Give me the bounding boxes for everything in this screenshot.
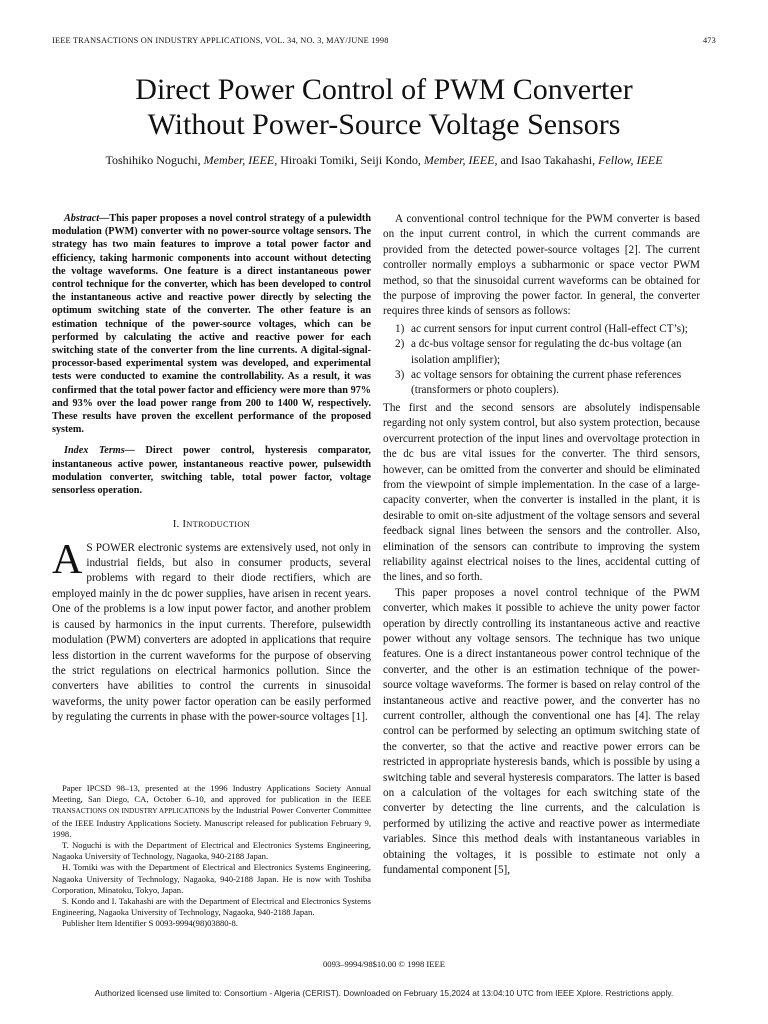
right-paragraph-1: A conventional control technique for the PWM converter is based on the input current control, in which the current commands are provided from the detected power-source voltages [2]. The current controller normally employs a subharmonic or space vector PWM method, so that the sinusoidal current waveforms can be obtained for the purpose of improving the power factor. In general, the converter requires three kinds of sensors as follows:	[383, 213, 700, 318]
page-number: 473	[702, 36, 716, 45]
footnotes	[52, 783, 371, 930]
index-terms-lead: Index Terms—	[64, 445, 135, 457]
footnote-journal-name: TRANSACTIONS ON INDUSTRY APPLICATIONS	[52, 807, 210, 816]
author-4-role: Fellow, IEEE	[598, 153, 663, 167]
list-text: ac current sensors for input current control (Hall-effect CT’s);	[411, 322, 688, 335]
author-3-role: Member, IEEE,	[423, 153, 498, 167]
footnote-author-3-4: S. Kondo and I. Takahashi are with the Department of Electrical and Electronics Systems Engineering, Nagaoka University of Technology, Nagaoka, 940-2188 Japan.	[52, 896, 371, 918]
list-text: a dc-bus voltage sensor for regulating the dc-bus voltage (an isolation amplifier);	[411, 338, 682, 366]
journal-header: IEEE TRANSACTIONS ON INDUSTRY APPLICATIONS, VOL. 34, NO. 3, MAY/JUNE 1998	[52, 36, 389, 45]
list-number: 3)	[395, 369, 405, 382]
intro-paragraph	[52, 536, 371, 726]
author-list	[0, 153, 768, 168]
abstract-lead: Abstract—	[64, 213, 110, 224]
section-title-rest: NTRODUCTION	[186, 520, 251, 530]
footnote-author-1: T. Noguchi is with the Department of Electrical and Electronics Systems Engineering, Nagaoka University of Technology, Nagaoka, 940-2188 Japan.	[52, 840, 371, 862]
license-notice: Authorized licensed use limited to: Consortium - Algeria (CERIST). Downloaded on February 15,2024 at 13:04:10 UTC from IEEE Xplore. Restrictions apply.	[94, 988, 674, 998]
section-numeral: I.	[172, 519, 180, 531]
right-paragraph-2: The first and the second sensors are absolutely indispensable regarding not only system control, but also system protection, because overcurrent protection of the input lines and overvoltage protection in the dc bus are vital issues for the converter. The third sensors, however, can be omitted from the converter and should be eliminated from the viewpoint of simple implementation. In the case of a large-capacity converter, when the converter is installed in the plant, it is desirable to omit on-site adjustment of the voltage sensors and several feedback signal lines between the sensors and the controller. Also, elimination of the sensors can contribute to improving the system reliability against electrical noises to the lines, accidental cutting of the lines, and so forth.	[383, 401, 700, 584]
list-number: 2)	[395, 338, 405, 351]
running-header	[52, 36, 716, 45]
abstract-text: This paper proposes a novel control strategy of a pulewidth modulation (PWM) converter with no power-source voltage sensors. The strategy has two main features to improve a total power factor and efficiency, taking harmonic components into account without detecting the voltage waveforms. One feature is a direct instantaneous power control technique for the converter, which has been developed to control the instantaneous active and reactive power directly by selecting the optimum switching state of the converter. The other feature is an estimation technique of the power-source voltages, which can be performed by calculating the active and reactive power for each switching state of the converter from the line currents. A digital-signal-processor-based experimental system was developed, and experimental tests were conducted to examine the controllability. As a result, it was confirmed that the total power factor and efficiency were more than 97% and 93% over the load power range from 200 to 1400 W, respectively. These results have proven the excellent performance of the proposed system.	[52, 213, 371, 436]
list-item	[383, 368, 700, 399]
footnote-publisher-id: Publisher Item Identifier S 0093-9994(98)03880-8.	[62, 918, 238, 929]
drop-cap: A	[52, 536, 83, 583]
title-line-1: Direct Power Control of PWM Converter	[135, 73, 633, 106]
sensor-list	[383, 322, 700, 399]
list-item	[383, 322, 700, 337]
left-column	[52, 212, 371, 726]
author-4: and Isao Takahashi,	[500, 153, 596, 167]
index-terms-text: Direct power control, hysteresis comparator, instantaneous active power, instantaneous reactive power, pulsewidth modulation converter, switching table, total power factor, voltage sensorless operation.	[52, 445, 371, 497]
footnote-1-pre: Paper IPCSD 98–13, presented at the 1996 Industry Applications Society Annual Meeting, San Diego, CA, October 6–10, and approved for publication in the IEEE	[52, 783, 371, 805]
footnote-author-2: H. Tomiki was with the Department of Electrical and Electronics Systems Engineering, Nagaoka University of Technology, Nagaoka, 940-2188 Japan. He is now with Toshiba Corporation, Minatoku, Tokyo, Japan.	[52, 862, 371, 895]
author-1: Toshihiko Noguchi,	[105, 153, 201, 167]
list-text: ac voltage sensors for obtaining the current phase references (transformers or photo couplers).	[411, 369, 682, 397]
intro-text: S POWER electronic systems are extensively used, not only in industrial fields, but also in consumer products, several problems with regard to their diode rectifiers, which are employed mainly in the dc power supplies, have arisen in recent years. One of the problems is a low input power factor, and another problem is caused by harmonics in the input currents. Therefore, pulsewidth modulation (PWM) converters are adopted in applications that require less distortion in the current waveforms for the purpose of observing the strict regulations on electrical harmonics pollution. Since the converters have abilities to control the currents in sinusoidal waveforms, the unity power factor operation can be easily performed by regulating the currents in phase with the power-source voltages [1].	[52, 541, 371, 724]
abstract	[52, 212, 371, 436]
list-number: 1)	[395, 322, 405, 335]
section-heading-introduction	[52, 517, 371, 532]
right-paragraph-3: This paper proposes a novel control technique of the PWM converter, which makes it possible to achieve the unity power factor operation by directly controlling its instantaneous active and reactive power without any voltage sensors. The technique has two unique features. One is a direct instantaneous power control technique of the converter, and the other is an estimation technique of the power-source voltage waveforms. The former is based on relay control of the instantaneous active and reactive power, and the converter has no current controller, although the conventional one has [4]. The relay control can be performed by selecting an optimum switching state of the converter, so that the active and reactive power errors can be restricted in appropriate hysteresis bands, which is possible by using a switching table and several hysteresis comparators. The latter is based on a calculation of the voltages for each switching state of the converter by detecting the line currents, and the calculation is performed by utilizing the active and reactive power as intermediate variables. Since this method deals with instantaneous variables in obtaining the voltages, it is possible to estimate not only a fundamental component [5],	[383, 586, 700, 877]
title-line-2: Without Power-Source Voltage Sensors	[147, 108, 621, 141]
index-terms	[52, 444, 371, 497]
section-title-initial: I	[182, 519, 187, 531]
right-column	[383, 212, 700, 878]
footnote-1-post: by the Industrial Power Converter Committee of the IEEE Industry Applications Society. Manuscript released for publication February 9, 1998.	[52, 805, 372, 839]
copyright-line: 0093–9994/98$10.00 © 1998 IEEE	[322, 959, 446, 969]
author-2-3: Hiroaki Tomiki, Seiji Kondo,	[280, 153, 421, 167]
author-1-role: Member, IEEE,	[203, 153, 278, 167]
paper-title	[0, 72, 768, 142]
footnote-paper-info	[52, 783, 371, 840]
list-item	[383, 337, 700, 368]
